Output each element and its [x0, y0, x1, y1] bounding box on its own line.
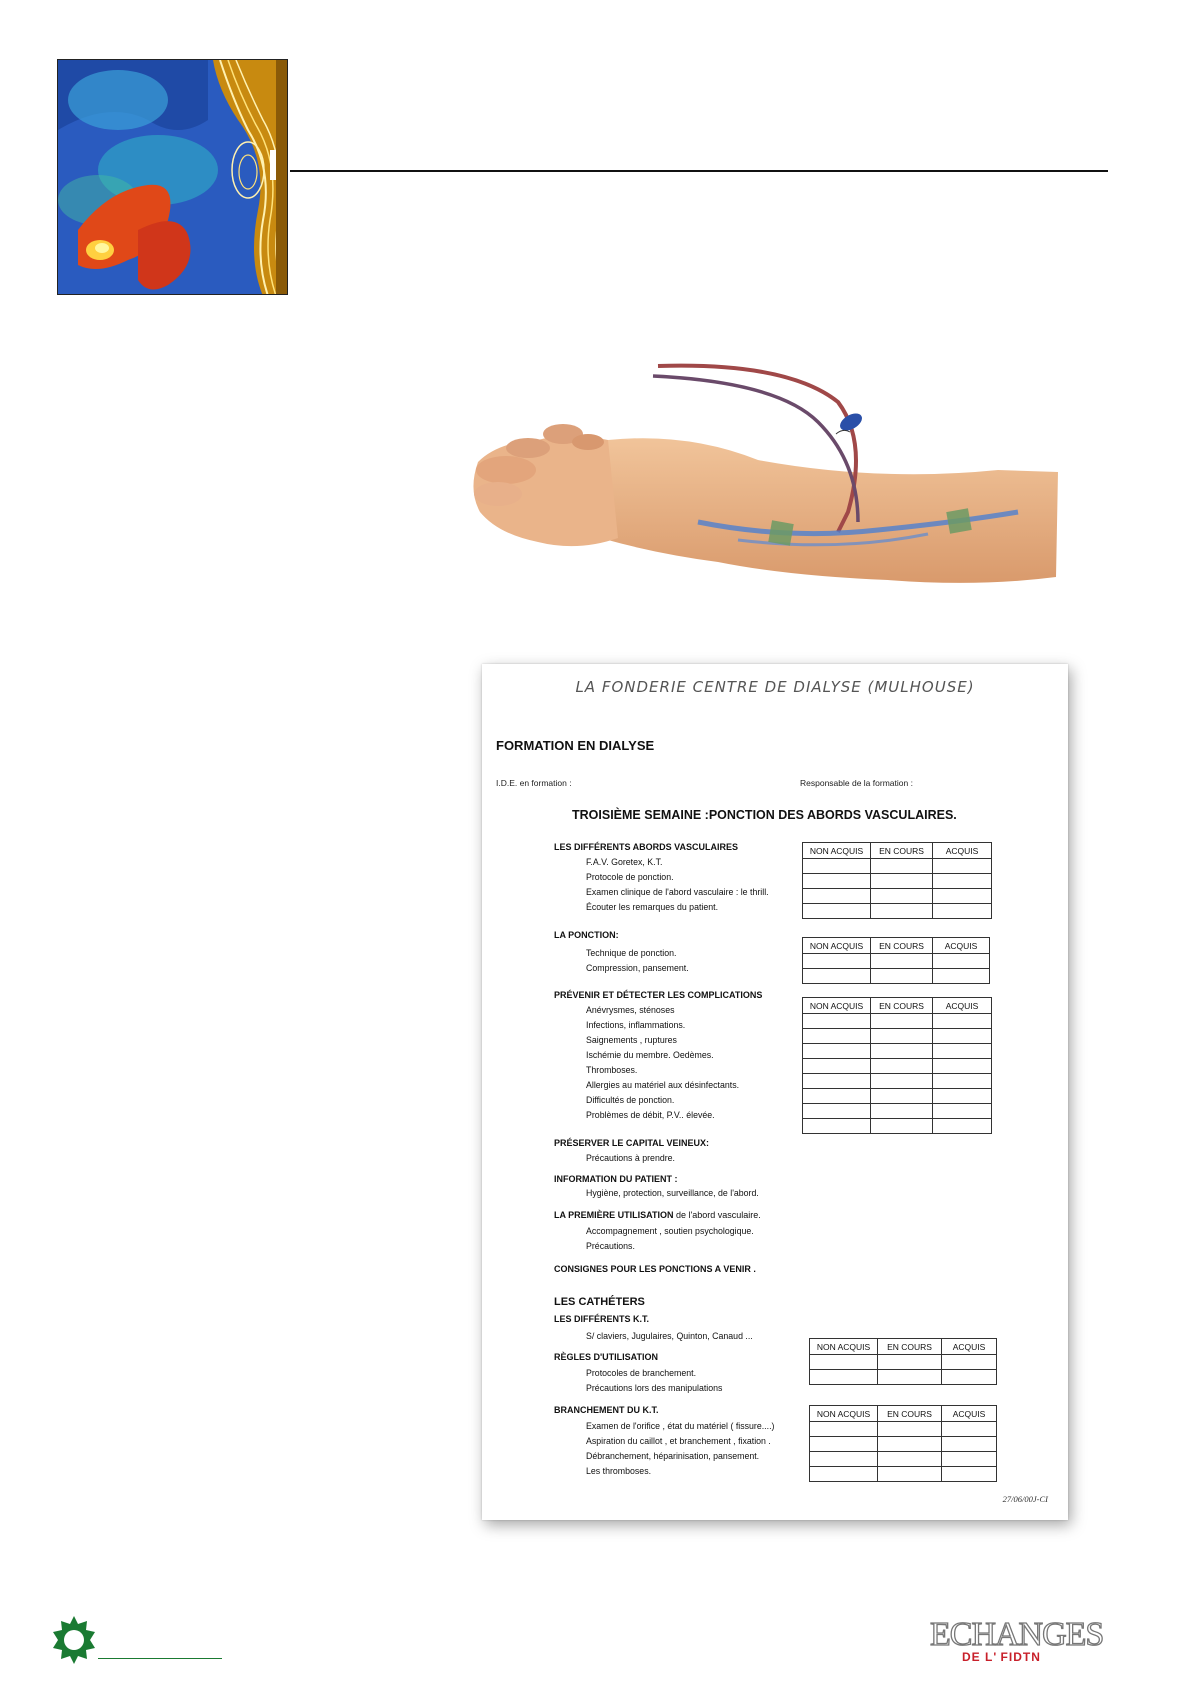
list-item: Précautions à prendre. [586, 1153, 675, 1163]
checkbox-cell[interactable] [878, 1422, 942, 1437]
checkbox-cell[interactable] [871, 969, 933, 984]
checkbox-cell[interactable] [871, 1074, 933, 1089]
checkbox-cell[interactable] [810, 1452, 878, 1467]
list-item: Infections, inflammations. [586, 1020, 686, 1030]
evaluation-grid-regles [809, 1338, 997, 1385]
list-item: Ischémie du membre. Oedèmes. [586, 1050, 714, 1060]
list-item: Précautions lors des manipulations [586, 1383, 723, 1393]
col-non-acquis: NON ACQUIS [810, 1406, 878, 1422]
checkbox-cell[interactable] [871, 904, 933, 919]
checkbox-cell[interactable] [933, 889, 992, 904]
week-heading: TROISIÈME SEMAINE :PONCTION DES ABORDS VASCULAIRES. [572, 808, 957, 822]
checkbox-cell[interactable] [933, 1119, 992, 1134]
checkbox-cell[interactable] [933, 859, 992, 874]
checkbox-cell[interactable] [933, 1014, 992, 1029]
checkbox-cell[interactable] [871, 1014, 933, 1029]
checkbox-cell[interactable] [878, 1467, 942, 1482]
checkbox-cell[interactable] [933, 969, 990, 984]
checkbox-cell[interactable] [933, 954, 990, 969]
training-form [482, 664, 1068, 1520]
checkbox-cell[interactable] [803, 1119, 871, 1134]
checkbox-cell[interactable] [810, 1355, 878, 1370]
checkbox-cell[interactable] [803, 954, 871, 969]
list-item: Les thromboses. [586, 1466, 652, 1476]
col-non-acquis: NON ACQUIS [810, 1339, 878, 1355]
checkbox-cell[interactable] [933, 1044, 992, 1059]
evaluation-grid-ponction [802, 937, 990, 984]
section-title-regles: RÈGLES D'UTILISATION [554, 1352, 658, 1362]
checkbox-cell[interactable] [871, 1104, 933, 1119]
col-acquis: ACQUIS [942, 1406, 997, 1422]
list-item: Thromboses. [586, 1065, 638, 1075]
logo-wordmark: ECHANGES [930, 1616, 1104, 1653]
checkbox-cell[interactable] [803, 1104, 871, 1119]
list-item: Examen clinique de l'abord vasculaire : le thrill. [586, 887, 769, 897]
checkbox-cell[interactable] [803, 874, 871, 889]
header-rule [290, 170, 1108, 172]
col-acquis: ACQUIS [933, 998, 992, 1014]
form-title: FORMATION EN DIALYSE [496, 738, 655, 753]
list-item: Examen de l'orifice , état du matériel ( fissure....) [586, 1421, 775, 1431]
section-title-premiere-bold: LA PREMIÈRE UTILISATION [554, 1210, 674, 1220]
checkbox-cell[interactable] [942, 1422, 997, 1437]
checkbox-cell[interactable] [942, 1452, 997, 1467]
list-item: Allergies au matériel aux désinfectants. [586, 1080, 740, 1090]
checkbox-cell[interactable] [871, 954, 933, 969]
checkbox-cell[interactable] [933, 1029, 992, 1044]
checkbox-cell[interactable] [803, 1044, 871, 1059]
catheters-heading: LES CATHÉTERS [554, 1296, 645, 1308]
checkbox-cell[interactable] [803, 1014, 871, 1029]
col-acquis: ACQUIS [933, 843, 992, 859]
col-non-acquis: NON ACQUIS [803, 998, 871, 1014]
trainee-label: I.D.E. en formation : [496, 778, 572, 788]
list-item: Difficultés de ponction. [586, 1095, 675, 1105]
section-title-complications: PRÉVENIR ET DÉTECTER LES COMPLICATIONS [554, 990, 763, 1000]
list-item: Technique de ponction. [586, 948, 677, 958]
section-title-consignes: CONSIGNES POUR LES PONCTIONS A VENIR . [554, 1264, 756, 1274]
supervisor-label: Responsable de la formation : [800, 778, 913, 788]
list-item: Hygiène, protection, surveillance, de l'abord. [586, 1188, 759, 1198]
section-title-premiere [554, 1210, 761, 1220]
gear-logo-icon [46, 1612, 102, 1668]
col-non-acquis: NON ACQUIS [803, 938, 871, 954]
evaluation-grid-branchement [809, 1405, 997, 1482]
checkbox-cell[interactable] [942, 1437, 997, 1452]
checkbox-cell[interactable] [803, 1059, 871, 1074]
list-item: Compression, pansement. [586, 963, 689, 973]
section-title-capital: PRÉSERVER LE CAPITAL VEINEUX: [554, 1138, 710, 1148]
list-item: Écouter les remarques du patient. [586, 902, 719, 912]
checkbox-cell[interactable] [878, 1437, 942, 1452]
col-en-cours: EN COURS [878, 1339, 942, 1355]
clinic-name: LA FONDERIE CENTRE DE DIALYSE (MULHOUSE) [575, 678, 975, 696]
section-title-premiere-rest: de l'abord vasculaire. [673, 1210, 761, 1220]
checkbox-cell[interactable] [933, 874, 992, 889]
col-en-cours: EN COURS [871, 938, 933, 954]
checkbox-cell[interactable] [871, 874, 933, 889]
checkbox-cell[interactable] [871, 889, 933, 904]
checkbox-cell[interactable] [810, 1467, 878, 1482]
checkbox-cell[interactable] [878, 1370, 942, 1385]
col-acquis: ACQUIS [942, 1339, 997, 1355]
checkbox-cell[interactable] [871, 1059, 933, 1074]
checkbox-cell[interactable] [933, 1104, 992, 1119]
checkbox-cell[interactable] [933, 1059, 992, 1074]
section-title-kt: LES DIFFÉRENTS K.T. [554, 1314, 650, 1324]
checkbox-cell[interactable] [803, 904, 871, 919]
checkbox-cell[interactable] [803, 859, 871, 874]
checkbox-cell[interactable] [878, 1452, 942, 1467]
checkbox-cell[interactable] [878, 1355, 942, 1370]
checkbox-cell[interactable] [871, 1029, 933, 1044]
checkbox-cell[interactable] [942, 1370, 997, 1385]
checkbox-cell[interactable] [871, 859, 933, 874]
section-title-branchement: BRANCHEMENT DU K.T. [554, 1405, 659, 1415]
checkbox-cell[interactable] [803, 1089, 871, 1104]
checkbox-cell[interactable] [942, 1467, 997, 1482]
list-item: S/ claviers, Jugulaires, Quinton, Canaud ... [586, 1331, 753, 1341]
list-item: Anévrysmes, sténoses [586, 1005, 675, 1015]
list-item: Protocoles de branchement. [586, 1368, 697, 1378]
checkbox-cell[interactable] [933, 904, 992, 919]
checkbox-cell[interactable] [942, 1355, 997, 1370]
checkbox-cell[interactable] [810, 1437, 878, 1452]
logo-de: DE L' [962, 1650, 998, 1664]
list-item: F.A.V. Goretex, K.T. [586, 857, 663, 867]
document-code: 27/06/00J-CI [1002, 1494, 1048, 1504]
col-non-acquis: NON ACQUIS [803, 843, 871, 859]
checkbox-cell[interactable] [871, 1044, 933, 1059]
echanges-fidtn-logo [930, 1616, 1116, 1672]
logo-fidtn: FIDTN [1000, 1650, 1041, 1664]
logo-subtitle [962, 1650, 1041, 1664]
checkbox-cell[interactable] [810, 1422, 878, 1437]
section-title-abords: LES DIFFÉRENTS ABORDS VASCULAIRES [554, 842, 739, 852]
list-item: Accompagnement , soutien psychologique. [586, 1226, 754, 1236]
evaluation-grid-abords [802, 842, 992, 919]
list-item: Protocole de ponction. [586, 872, 674, 882]
checkbox-cell[interactable] [933, 1089, 992, 1104]
list-item: Aspiration du caillot , et branchement , fixation . [586, 1436, 771, 1446]
col-acquis: ACQUIS [933, 938, 990, 954]
checkbox-cell[interactable] [803, 1074, 871, 1089]
list-item: Problèmes de débit, P.V.. élevée. [586, 1110, 715, 1120]
header-scan-image [57, 59, 288, 295]
footer-rule [98, 1658, 222, 1659]
checkbox-cell[interactable] [871, 1089, 933, 1104]
col-en-cours: EN COURS [871, 998, 933, 1014]
checkbox-cell[interactable] [803, 1029, 871, 1044]
list-item: Saignements , ruptures [586, 1035, 677, 1045]
section-title-information: INFORMATION DU PATIENT : [554, 1174, 678, 1184]
arm-fistula-illustration [458, 362, 1068, 594]
list-item: Débranchement, héparinisation, pansement. [586, 1451, 760, 1461]
checkbox-cell[interactable] [871, 1119, 933, 1134]
evaluation-grid-complications [802, 997, 992, 1134]
col-en-cours: EN COURS [871, 843, 933, 859]
checkbox-cell[interactable] [933, 1074, 992, 1089]
col-en-cours: EN COURS [878, 1406, 942, 1422]
checkbox-cell[interactable] [803, 969, 871, 984]
checkbox-cell[interactable] [810, 1370, 878, 1385]
checkbox-cell[interactable] [803, 889, 871, 904]
list-item: Précautions. [586, 1241, 635, 1251]
section-title-ponction: LA PONCTION: [554, 930, 619, 940]
